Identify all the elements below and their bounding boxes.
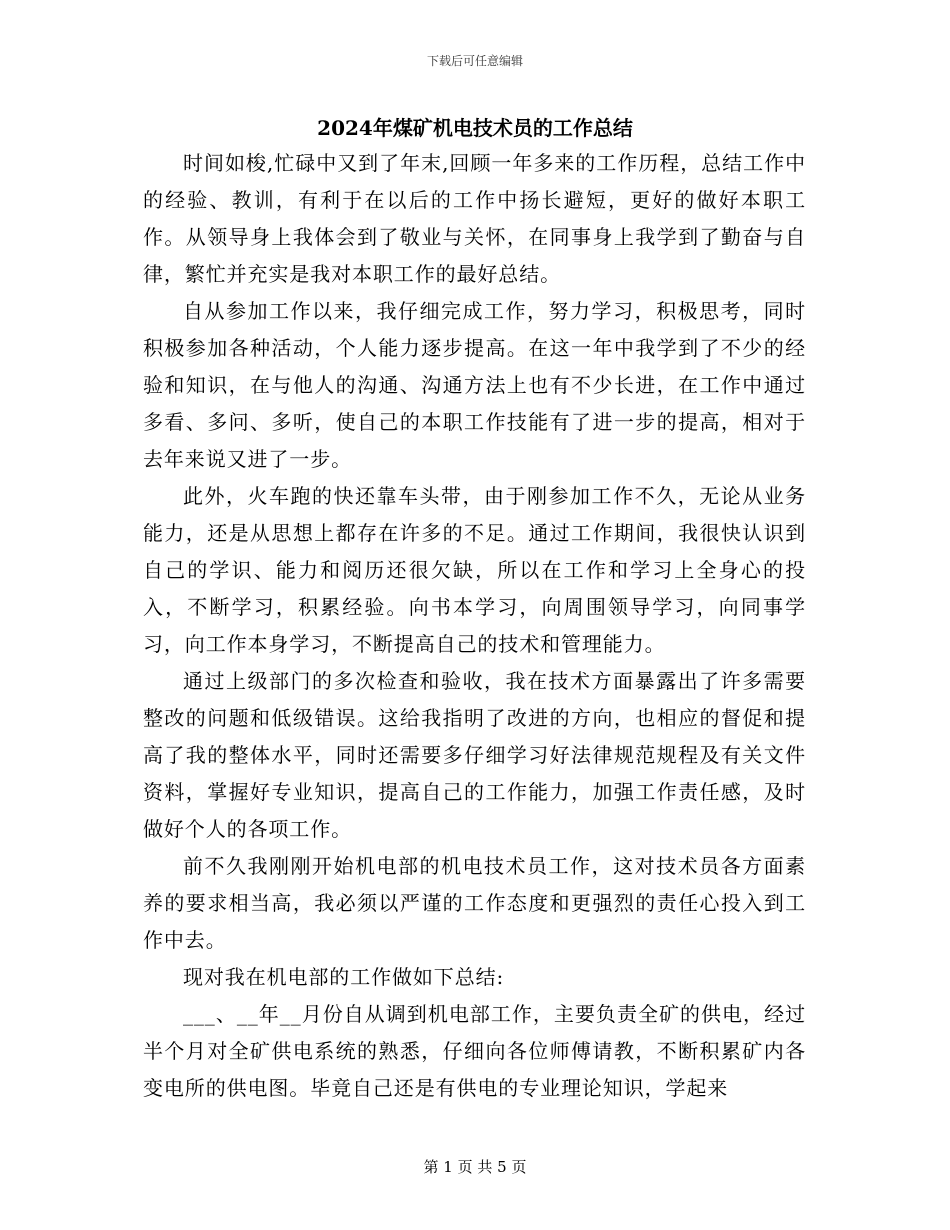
page-header-note: 下载后可任意编辑 — [426, 54, 523, 68]
paragraph-3: 此外，火车跑的快还靠车头带，由于刚参加工作不久，无论从业务能力，还是从思想上都存在许多的不足。通过工作期间，我很快认识到自己的学识、能力和阅历还很欠缺，所以在工作和学习上全身心的投入，不断学习，积累经验。向书本学习，向周围领导学习，向同事学习，向工作本身学习，不断提高自己的技术和管理能力。 — [143, 484, 806, 656]
document-body — [143, 145, 806, 1107]
paragraph-2: 自从参加工作以来，我仔细完成工作，努力学习，积极思考，同时积极参加各种活动，个人能力逐步提高。在这一年中我学到了不少的经验和知识，在与他人的沟通、沟通方法上也有不少长进，在工作中通过多看、多问、多听，使自己的本职工作技能有了进一步的提高，相对于去年来说又进了一步。 — [143, 299, 806, 471]
page-number: 第 1 页 共 5 页 — [423, 1158, 527, 1176]
paragraph-1: 时间如梭,忙碌中又到了年末,回顾一年多来的工作历程，总结工作中的经验、教训，有利于在以后的工作中扬长避短，更好的做好本职工作。从领导身上我体会到了敬业与关怀，在同事身上我学到了勤奋与自律，繁忙并充实是我对本职工作的最好总结。 — [143, 151, 806, 286]
document-title: 2024年煤矿机电技术员的工作总结 — [317, 116, 633, 140]
paragraph-5: 前不久我刚刚开始机电部的机电技术员工作，这对技术员各方面素养的要求相当高，我必须以严谨的工作态度和更强烈的责任心投入到工作中去。 — [143, 854, 806, 952]
paragraph-4: 通过上级部门的多次检查和验收，我在技术方面暴露出了许多需要整改的问题和低级错误。这给我指明了改进的方向，也相应的督促和提高了我的整体水平，同时还需要多仔细学习好法律规范规程及有关文件资料，掌握好专业知识，提高自己的工作能力，加强工作责任感，及时做好个人的各项工作。 — [143, 669, 806, 841]
paragraph-6: 现对我在机电部的工作做如下总结: — [183, 965, 505, 989]
paragraph-7: ___、__年__月份自从调到机电部工作，主要负责全矿的供电，经过半个月对全矿供电系统的熟悉，仔细向各位师傅请教，不断积累矿内各变电所的供电图。毕竟自己还是有供电的专业理论知识，学起来 — [143, 1002, 806, 1100]
